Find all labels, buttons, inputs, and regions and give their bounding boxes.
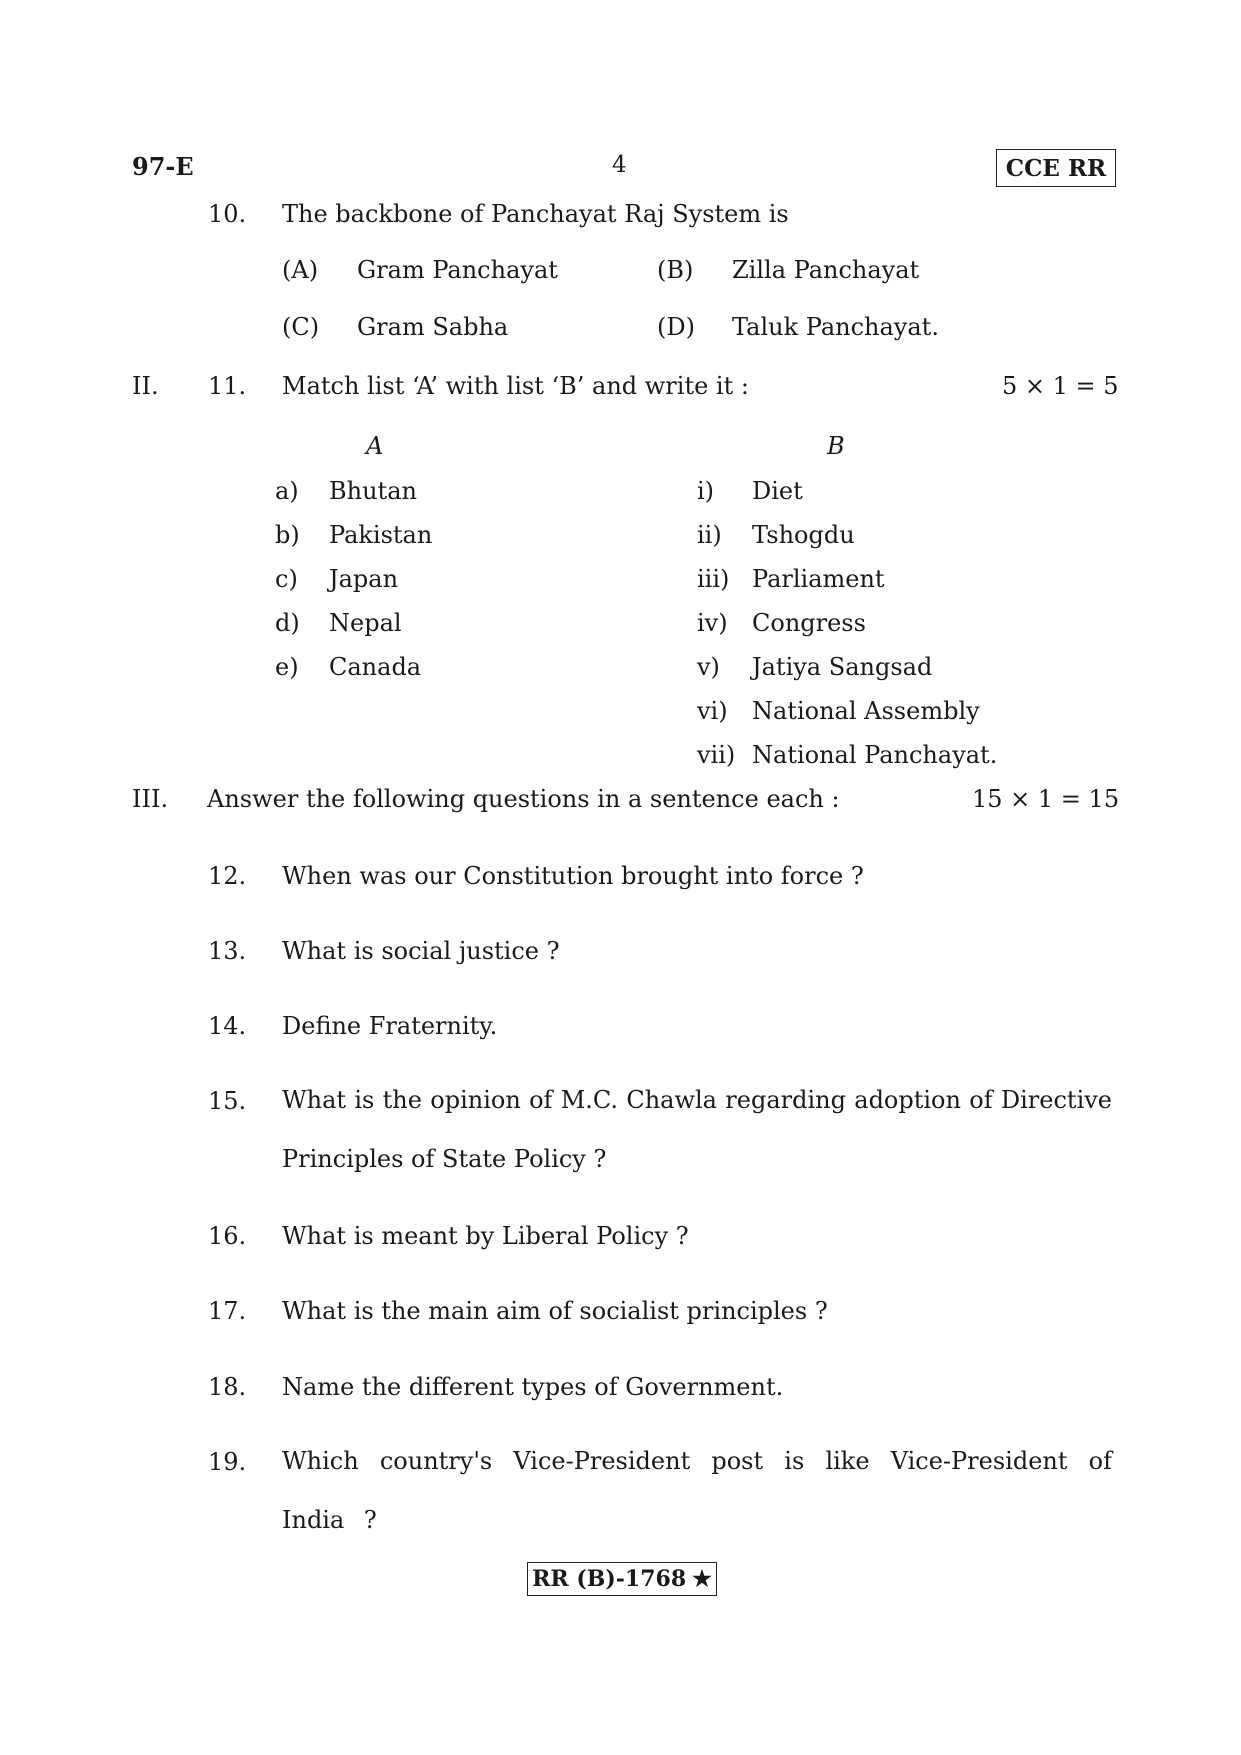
question-number: 18.	[208, 1373, 247, 1401]
question-number: 14.	[208, 1012, 247, 1040]
list-a-item: Canada	[329, 653, 422, 681]
section3-instruction: Answer the following questions in a sentence each :	[207, 785, 840, 813]
list-a-item: Bhutan	[329, 477, 417, 505]
list-a-header: A	[366, 432, 384, 460]
q10-option-c-label: (C)	[282, 313, 320, 341]
list-a-label: c)	[275, 565, 298, 593]
list-a-label: a)	[275, 477, 299, 505]
page-number: 4	[612, 152, 627, 178]
list-a-item: Pakistan	[329, 521, 433, 549]
section2-roman: II.	[132, 372, 159, 400]
question-text: Name the different types of Government.	[282, 1373, 784, 1401]
list-b-item: Jatiya Sangsad	[752, 653, 933, 681]
star-icon: ★	[692, 1566, 712, 1592]
badge-label: CCE RR	[1005, 154, 1107, 182]
question-number: 12.	[208, 862, 247, 890]
list-a-label: e)	[275, 653, 299, 681]
q10-option-a-text: Gram Panchayat	[357, 256, 558, 284]
question-number: 17.	[208, 1297, 247, 1325]
section3-marks: 15 × 1 = 15	[972, 785, 1120, 813]
question-number: 13.	[208, 937, 247, 965]
question-text: When was our Constitution brought into force ?	[282, 862, 864, 890]
q10-option-d-label: (D)	[657, 313, 695, 341]
q11-marks: 5 × 1 = 5	[1002, 372, 1119, 400]
question-text: What is the main aim of socialist principles ?	[282, 1297, 828, 1325]
q10-option-b-text: Zilla Panchayat	[732, 256, 920, 284]
question-text: What is meant by Liberal Policy ?	[282, 1222, 689, 1250]
question-number: 16.	[208, 1222, 247, 1250]
list-b-item: Tshogdu	[752, 521, 855, 549]
list-b-header: B	[827, 432, 845, 460]
question-number: 15.	[208, 1087, 247, 1115]
footer-code: RR (B)-1768	[532, 1566, 687, 1592]
list-b-label: iii)	[697, 565, 730, 593]
list-b-item: National Assembly	[752, 697, 980, 725]
list-b-item: National Panchayat.	[752, 741, 998, 769]
list-a-label: d)	[275, 609, 300, 637]
paper-code: 97-E	[132, 152, 194, 181]
list-b-label: iv)	[697, 609, 728, 637]
list-b-item: Congress	[752, 609, 866, 637]
list-b-label: vi)	[697, 697, 728, 725]
cce-rr-badge	[996, 149, 1116, 187]
list-a-label: b)	[275, 521, 300, 549]
q10-option-b-label: (B)	[657, 256, 694, 284]
q10-option-d-text: Taluk Panchayat.	[732, 313, 939, 341]
q10-number: 10.	[208, 200, 247, 228]
q10-option-a-label: (A)	[282, 256, 319, 284]
q10-text: The backbone of Panchayat Raj System is	[282, 200, 789, 228]
list-a-item: Nepal	[329, 609, 402, 637]
q11-text: Match list ‘A’ with list ‘B’ and write it :	[282, 372, 749, 400]
question-number: 19.	[208, 1448, 247, 1476]
q11-number: 11.	[208, 372, 247, 400]
list-b-label: i)	[697, 477, 715, 505]
list-b-item: Diet	[752, 477, 803, 505]
question-text: What is the opinion of M.C. Chawla regarding adoption of Directive Principles of State Policy ?	[282, 1086, 1112, 1173]
q10-option-c-text: Gram Sabha	[357, 313, 509, 341]
list-b-item: Parliament	[752, 565, 885, 593]
list-b-label: ii)	[697, 521, 722, 549]
question-text: Define Fraternity.	[282, 1012, 498, 1040]
list-b-label: v)	[697, 653, 720, 681]
question-text: What is social justice ?	[282, 937, 560, 965]
section3-roman: III.	[132, 785, 169, 813]
footer-code-box	[527, 1562, 717, 1596]
list-b-label: vii)	[697, 741, 736, 769]
question-text: Which country's Vice-President post is like Vice-President of India ?	[282, 1447, 1112, 1534]
list-a-item: Japan	[329, 565, 399, 593]
